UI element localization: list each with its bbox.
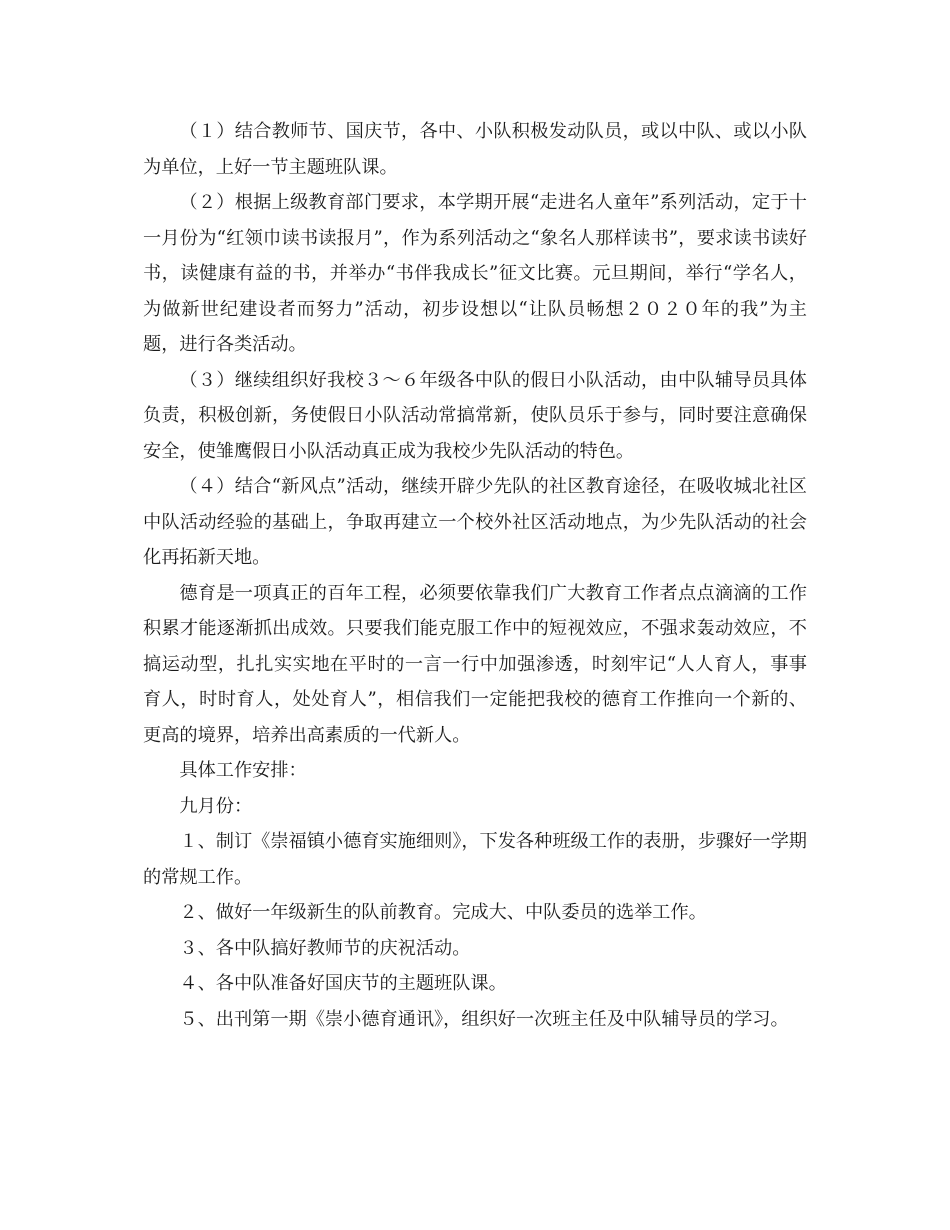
list-item: ５、出刊第一期《崇小德育通讯》，组织好一次班主任及中队辅导员的学习。 (179, 1008, 789, 1030)
month-heading-september: 九月份： (179, 795, 253, 817)
paragraph-reading-activities: （２）根据上级教育部门要求，本学期开展“走进名人童年”系列活动，定于十一月份为“红领巾读书读报月”，作为系列活动之“象名人那样读书”，要求读书读好书，读健康有益的书，并举办“书伴我成长”征文比赛。元旦期间，举行“学名人，为做新世纪建设者而努力”活动，初步设想以“让队员畅想２０２０年的我”为主题，进行各类活动。 (143, 192, 807, 355)
paragraph-theme-class: （１）结合教师节、国庆节，各中、小队积极发动队员，或以中队、或以小队为单位，上好一节主题班队课。 (143, 121, 807, 178)
section-heading-work-schedule: 具体工作安排： (179, 760, 307, 781)
paragraph-community-education: （４）结合“新风点”活动，继续开辟少先队的社区教育途径，在吸收城北社区中队活动经验的基础上，争取再建立一个校外社区活动地点，为少先队活动的社会化再拓新天地。 (143, 476, 807, 568)
list-item: ２、做好一年级新生的队前教育。完成大、中队委员的选举工作。 (179, 902, 707, 923)
list-item: ３、各中队搞好教师节的庆祝活动。 (179, 937, 471, 959)
list-item: ４、各中队准备好国庆节的主题班队课。 (179, 973, 507, 994)
list-item: １、制订《崇福镇小德育实施细则》，下发各种班级工作的表册，步骤好一学期的常规工作。 (143, 831, 807, 888)
paragraph-holiday-squads: （３）继续组织好我校３～６年级各中队的假日小队活动，由中队辅导员具体负责，积极创新，务使假日小队活动常搞常新，使队员乐于参与，同时要注意确保安全，使雏鹰假日小队活动真正成为我校少先队活动的特色。 (143, 369, 807, 462)
document-body (143, 114, 807, 1037)
paragraph-moral-education: 德育是一项真正的百年工程，必须要依靠我们广大教育工作者点点滴滴的工作积累才能逐渐抓出成效。只要我们能克服工作中的短视效应，不强求轰动效应，不搞运动型，扎扎实实地在平时的一言一行中加强渗透，时刻牢记“人人育人，事事育人，时时育人，处处育人”，相信我们一定能把我校的德育工作推向一个新的、更高的境界，培养出高素质的一代新人。 (143, 582, 807, 746)
